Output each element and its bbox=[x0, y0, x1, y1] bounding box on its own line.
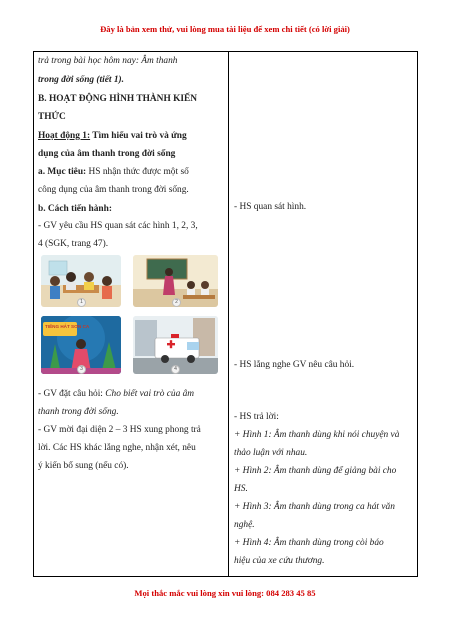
activity-title-2: dụng của âm thanh trong đời sống bbox=[38, 149, 176, 159]
contact-footer: Mọi thắc mắc vui lòng xin vui lòng: 084 283 45 85 bbox=[134, 588, 316, 598]
objective-label: a. Mục tiêu: bbox=[38, 167, 87, 177]
teacher-column bbox=[34, 52, 229, 577]
procedure-label: b. Cách tiến hành: bbox=[38, 204, 112, 214]
section-b-heading-2: THỨC bbox=[38, 112, 66, 122]
student-column bbox=[229, 52, 418, 577]
objective-text-1: HS nhận thức được một số bbox=[86, 167, 189, 177]
answer-2-line-1: + Hình 2: Âm thanh dùng để giảng bài cho bbox=[234, 466, 397, 476]
performance-caption: TIẾNG HÁT SƠN CA bbox=[45, 324, 90, 329]
illustration-2-number: 2 bbox=[172, 298, 181, 307]
gv-invite-2: lời. Các HS khác lắng nghe, nhận xét, nêu bbox=[38, 443, 196, 453]
activity-title-1: Tìm hiểu vai trò và ứng bbox=[90, 131, 187, 141]
gv-ask-question-1: Cho biết vai trò của âm bbox=[105, 389, 195, 399]
activity-heading bbox=[38, 130, 187, 142]
answer-4-line-1: + Hình 4: Âm thanh dùng trong còi báo bbox=[234, 538, 384, 548]
hs-listen: - HS lắng nghe GV nêu câu hỏi. bbox=[234, 360, 355, 370]
ambulance-siren-illustration bbox=[133, 316, 218, 374]
answer-1-line-2: thảo luận với nhau. bbox=[234, 448, 308, 458]
gv-question-line-1 bbox=[38, 388, 194, 400]
gv-ask-question-2: thanh trong đời sống. bbox=[38, 407, 119, 417]
objective-line-1 bbox=[38, 166, 189, 178]
gv-observe-2: 4 (SGK, trang 47). bbox=[38, 239, 109, 249]
preview-notice: Đây là bản xem thử, vui lòng mua tài liệu để xem chi tiết (có lời giải) bbox=[100, 24, 350, 34]
hs-answer: - HS trả lời: bbox=[234, 412, 279, 422]
answer-1-line-1: + Hình 1: Âm thanh dùng khi nói chuyện và bbox=[234, 430, 400, 440]
answer-3-line-2: nghệ. bbox=[234, 520, 255, 530]
gv-ask-prefix: - GV đặt câu hỏi: bbox=[38, 389, 106, 399]
gv-observe-1: - GV yêu cầu HS quan sát các hình 1, 2, 3, bbox=[38, 221, 198, 231]
answer-2-line-2: HS. bbox=[234, 484, 248, 494]
illustration-3-number: 3 bbox=[77, 365, 86, 374]
activity-label: Hoạt động 1: bbox=[38, 131, 91, 141]
answer-4-line-2: hiệu của xe cứu thương. bbox=[234, 556, 325, 566]
classroom-discussion-illustration bbox=[41, 255, 121, 307]
illustration-4-number: 4 bbox=[171, 365, 180, 374]
lesson-table bbox=[33, 51, 418, 577]
illustration-1-number: 1 bbox=[77, 298, 86, 307]
singing-performance-illustration bbox=[41, 316, 121, 374]
hs-observe: - HS quan sát hình. bbox=[234, 202, 307, 212]
objective-text-2: công dụng của âm thanh trong đời sống. bbox=[38, 185, 189, 195]
intro-line-2: trong đời sống (tiết 1). bbox=[38, 75, 125, 85]
answer-3-line-1: + Hình 3: Âm thanh dùng trong ca hát văn bbox=[234, 502, 395, 512]
gv-invite-3: ý kiến bổ sung (nếu có). bbox=[38, 461, 129, 471]
teacher-classroom-illustration bbox=[133, 255, 218, 307]
section-b-heading-1: B. HOẠT ĐỘNG HÌNH THÀNH KIẾN bbox=[38, 94, 198, 104]
intro-line-1: trả trong bài học hôm nay: Âm thanh bbox=[38, 56, 178, 66]
gv-invite-1: - GV mời đại diện 2 – 3 HS xung phong trả bbox=[38, 425, 201, 435]
